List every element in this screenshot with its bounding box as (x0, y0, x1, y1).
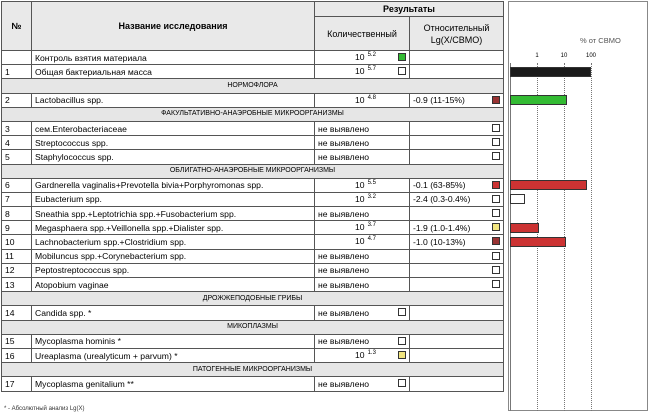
relative-indicator-box (492, 266, 500, 274)
chart-tick-label: 10 (560, 53, 568, 59)
row-number: 10 (2, 235, 32, 249)
quantitative-indicator-box (398, 379, 406, 387)
concentration-value (355, 51, 376, 65)
relative-value (410, 121, 504, 135)
section-label: НОРМОФЛОРА (2, 79, 504, 93)
table-row (2, 249, 504, 263)
test-name: Lachnobacterium spp.+Clostridium spp. (32, 235, 315, 249)
concentration-value (355, 179, 376, 193)
test-name: Lactobacillus spp. (32, 93, 315, 107)
test-name: Mycoplasma genitalium ** (32, 377, 315, 391)
test-name: Candida spp. * (32, 306, 315, 320)
chart-tick-label: 1 (535, 53, 539, 59)
relative-text: -1.9 (1.0-1.4%) (413, 222, 471, 233)
section-row (2, 363, 504, 377)
relative-value (410, 249, 504, 263)
relative-value (410, 334, 504, 348)
section-row (2, 292, 504, 306)
section-label: ДРОЖЖЕПОДОБНЫЕ ГРИБЫ (2, 292, 504, 306)
results-table (1, 1, 504, 392)
relative-indicator-box (492, 181, 500, 189)
concentration-value (355, 349, 376, 363)
base-value: 10 (355, 236, 365, 247)
row-number: 7 (2, 192, 32, 206)
section-row (2, 107, 504, 121)
relative-indicator-box (492, 124, 500, 132)
relative-value (410, 235, 504, 249)
relative-text: -2.4 (0.3-0.4%) (413, 194, 471, 205)
table-row (2, 263, 504, 277)
not-detected-text: не выявлено (318, 336, 369, 347)
relative-value (410, 348, 504, 362)
table-row (2, 65, 504, 79)
not-detected-text: не выявлено (318, 279, 369, 290)
test-name: Atopobium vaginae (32, 278, 315, 292)
col-quantitative-header: Количественный (315, 17, 410, 51)
relative-indicator-box (492, 209, 500, 217)
relative-indicator-box (492, 138, 500, 146)
relative-value (410, 207, 504, 221)
relative-value (410, 263, 504, 277)
quantitative-value (315, 263, 410, 277)
not-detected-text: не выявлено (318, 265, 369, 276)
concentration-value (355, 193, 376, 207)
test-name: Общая бактериальная масса (32, 65, 315, 79)
not-detected-text: не выявлено (318, 151, 369, 162)
test-name: Ureaplasma (urealyticum + parvum) * (32, 348, 315, 362)
base-value: 10 (355, 66, 365, 77)
relative-value (410, 192, 504, 206)
quantitative-value (315, 207, 410, 221)
table-row (2, 136, 504, 150)
relative-value (410, 278, 504, 292)
quantitative-value (315, 65, 410, 79)
section-label: МИКОПЛАЗМЫ (2, 320, 504, 334)
quantitative-indicator-box (398, 53, 406, 61)
relative-value (410, 136, 504, 150)
row-number: 12 (2, 263, 32, 277)
row-number (2, 51, 32, 65)
relative-text: -0.9 (11-15%) (413, 95, 465, 106)
test-name: Eubacterium spp. (32, 192, 315, 206)
table-row (2, 150, 504, 164)
table-row (2, 334, 504, 348)
relative-value (410, 93, 504, 107)
quantitative-value (315, 278, 410, 292)
row-number: 9 (2, 221, 32, 235)
table-row (2, 221, 504, 235)
relative-indicator-box (492, 252, 500, 260)
quantitative-value (315, 334, 410, 348)
relative-text: -0.1 (63-85%) (413, 180, 466, 191)
not-detected-text: не выявлено (318, 307, 369, 318)
test-name: сем.Enterobacteriaceae (32, 121, 315, 135)
chart-bar (510, 237, 566, 247)
relative-indicator-box (492, 223, 500, 231)
section-label: ОБЛИГАТНО-АНАЭРОБНЫЕ МИКРООРГАНИЗМЫ (2, 164, 504, 178)
test-name: Staphylococcus spp. (32, 150, 315, 164)
quantitative-value (315, 178, 410, 192)
chart-bar (510, 180, 587, 190)
test-name: Mobiluncus spp.+Corynebacterium spp. (32, 249, 315, 263)
relative-indicator-box (492, 96, 500, 104)
quantitative-value (315, 192, 410, 206)
quantitative-value (315, 121, 410, 135)
exponent-value: 3.2 (367, 193, 376, 200)
row-number: 5 (2, 150, 32, 164)
quantitative-value (315, 221, 410, 235)
relative-indicator-box (492, 280, 500, 288)
relative-indicator-box (492, 237, 500, 245)
base-value: 10 (355, 52, 365, 62)
test-name: Streptococcus spp. (32, 136, 315, 150)
exponent-value: 5.7 (367, 66, 376, 73)
table-row (2, 377, 504, 391)
chart-unit-label: % от СВМО (580, 36, 621, 45)
table-row (2, 178, 504, 192)
not-detected-text: не выявлено (318, 123, 369, 134)
not-detected-text: не выявлено (318, 208, 369, 219)
chart-bar (510, 95, 567, 105)
concentration-value (355, 94, 376, 108)
test-name: Sneathia spp.+Leptotrichia spp.+Fusobacterium spp. (32, 207, 315, 221)
table-row (2, 235, 504, 249)
chart-frame (508, 1, 648, 411)
row-number: 8 (2, 207, 32, 221)
test-name: Mycoplasma hominis * (32, 334, 315, 348)
exponent-value: 5.5 (367, 179, 376, 186)
exponent-value: 5.2 (367, 52, 376, 58)
quantitative-value (315, 377, 410, 391)
row-number: 1 (2, 65, 32, 79)
quantitative-value (315, 306, 410, 320)
table-row (2, 348, 504, 362)
exponent-value: 3.7 (367, 222, 376, 229)
quantitative-value (315, 150, 410, 164)
not-detected-text: не выявлено (318, 251, 369, 262)
test-name: Контроль взятия материала (32, 51, 315, 65)
quantitative-value (315, 93, 410, 107)
row-number: 17 (2, 377, 32, 391)
relative-value (410, 178, 504, 192)
row-number: 3 (2, 121, 32, 135)
base-value: 10 (355, 94, 365, 105)
section-row (2, 320, 504, 334)
row-number: 11 (2, 249, 32, 263)
table-row (2, 93, 504, 107)
quantitative-indicator-box (398, 308, 406, 316)
relative-value (410, 150, 504, 164)
section-label: ФАКУЛЬТАТИВНО-АНАЭРОБНЫЕ МИКРООРГАНИЗМЫ (2, 107, 504, 121)
row-number: 13 (2, 278, 32, 292)
row-number: 4 (2, 136, 32, 150)
quantitative-indicator-box (398, 67, 406, 75)
col-name-header: Название исследования (32, 2, 315, 51)
section-row (2, 79, 504, 93)
quantitative-value (315, 51, 410, 65)
exponent-value: 4.8 (367, 94, 376, 101)
chart-gridline (591, 63, 592, 411)
relative-value (410, 65, 504, 79)
test-name: Gardnerella vaginalis+Prevotella bivia+Porphyromonas spp. (32, 178, 315, 192)
chart-bar (510, 194, 525, 204)
table-row (2, 121, 504, 135)
section-label: ПАТОГЕННЫЕ МИКРООРГАНИЗМЫ (2, 363, 504, 377)
quantitative-value (315, 249, 410, 263)
base-value: 10 (355, 193, 365, 204)
table-row (2, 207, 504, 221)
concentration-value (355, 235, 376, 249)
quantitative-value (315, 348, 410, 362)
exponent-value: 4.7 (367, 236, 376, 243)
quantitative-value (315, 235, 410, 249)
row-number: 6 (2, 178, 32, 192)
results-header: Результаты (315, 2, 504, 17)
quantitative-value (315, 136, 410, 150)
concentration-value (355, 65, 376, 79)
col-num-header: № (2, 2, 32, 51)
not-detected-text: не выявлено (318, 137, 369, 148)
relative-value (410, 377, 504, 391)
quantitative-indicator-box (398, 351, 406, 359)
row-number: 14 (2, 306, 32, 320)
test-name: Megasphaera spp.+Veillonella spp.+Dialister spp. (32, 221, 315, 235)
section-row (2, 164, 504, 178)
table-row (2, 192, 504, 206)
relative-value (410, 221, 504, 235)
table-row (2, 278, 504, 292)
concentration-value (355, 221, 376, 235)
relative-chart (508, 1, 648, 411)
chart-tick-label: 100 (585, 53, 597, 59)
base-value: 10 (355, 222, 365, 233)
row-number: 2 (2, 93, 32, 107)
table-row (2, 51, 504, 65)
relative-indicator-box (492, 152, 500, 160)
row-number: 15 (2, 334, 32, 348)
not-detected-text: не выявлено (318, 378, 369, 389)
row-number: 16 (2, 348, 32, 362)
base-value: 10 (355, 349, 365, 360)
footnote: * - Абсолютный анализ Lg(X) (4, 406, 85, 412)
relative-indicator-box (492, 195, 500, 203)
relative-value (410, 306, 504, 320)
col-relative-header: Относительный Lg(X/CBMO) (410, 17, 504, 51)
relative-text: -1.0 (10-13%) (413, 237, 466, 248)
relative-value (410, 51, 504, 65)
table-row (2, 306, 504, 320)
test-name: Peptostreptococcus spp. (32, 263, 315, 277)
quantitative-indicator-box (398, 337, 406, 345)
base-value: 10 (355, 179, 365, 190)
chart-bar (510, 67, 591, 77)
exponent-value: 1.3 (367, 349, 376, 356)
chart-bar (510, 223, 539, 233)
